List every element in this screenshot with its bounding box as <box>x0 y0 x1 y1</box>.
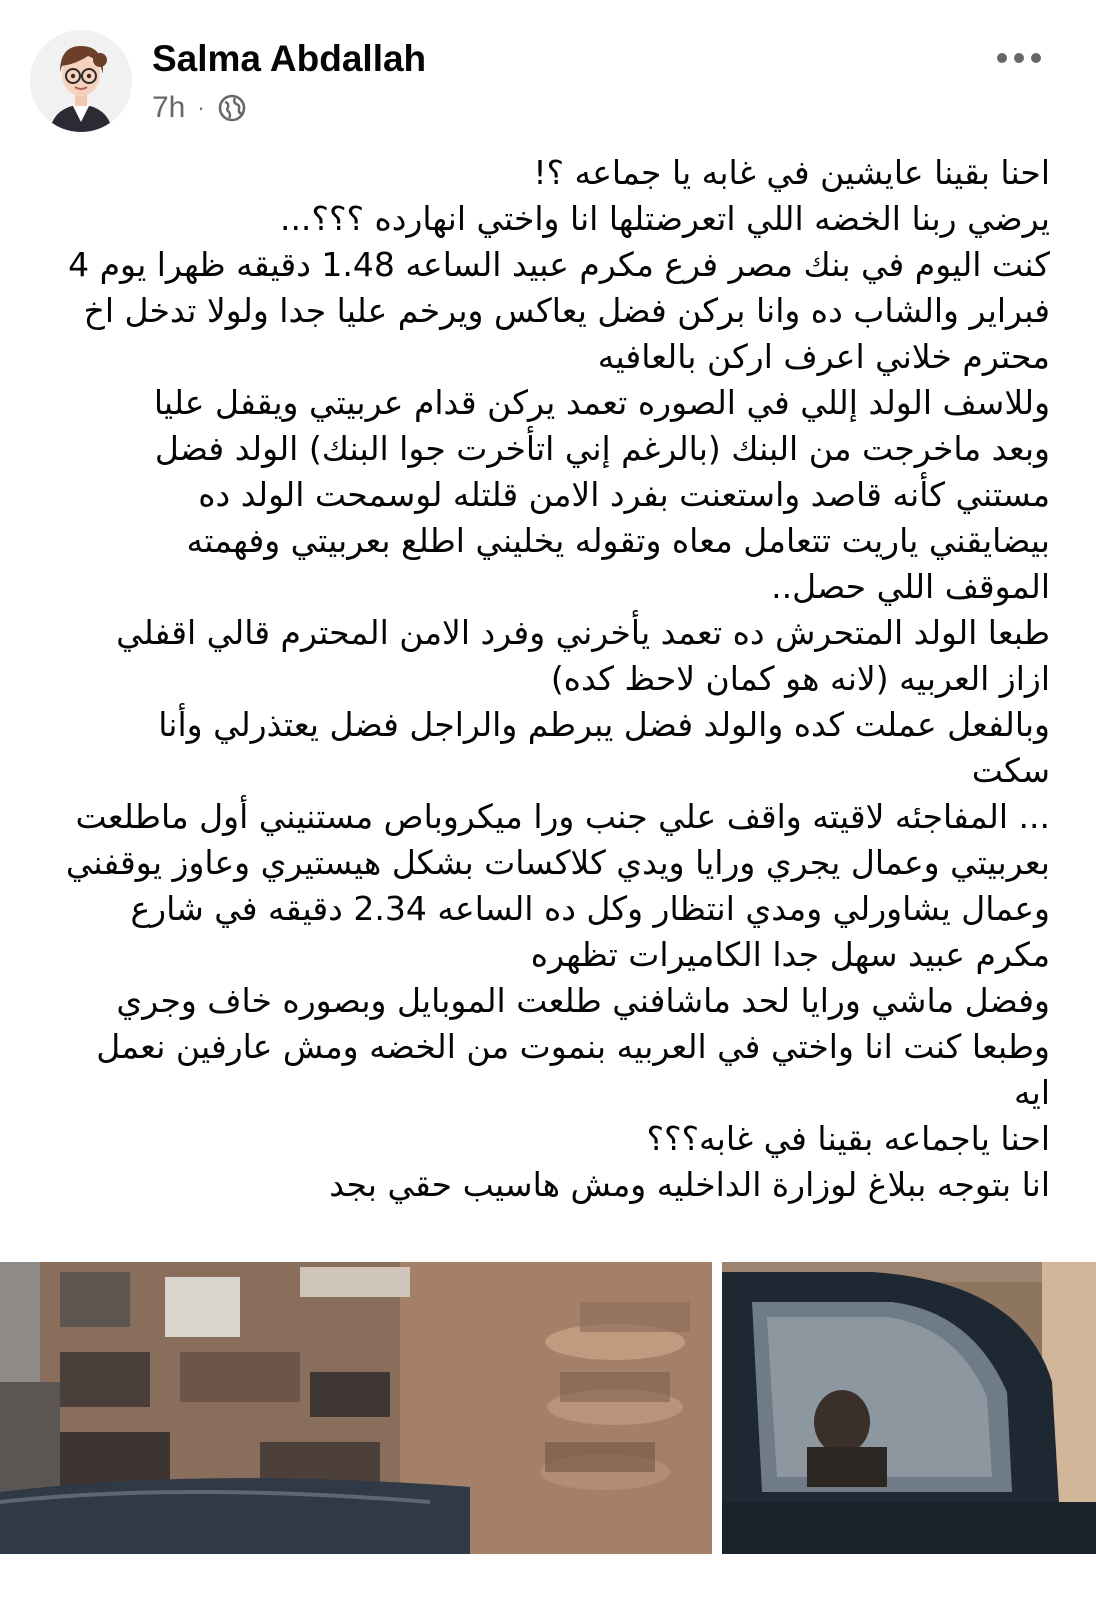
more-options-icon[interactable] <box>997 50 1041 66</box>
post-line: يرضي ربنا الخضه اللي اتعرضتلها انا واختي انهارده ؟؟؟... <box>279 199 1050 238</box>
post-line: ايه <box>1013 1073 1050 1112</box>
post-line: وطبعا كنت انا واختي في العربيه بنموت من الخضه ومش عارفين نعمل <box>96 1027 1050 1066</box>
post-body <box>20 150 1050 1208</box>
globe-icon <box>217 93 247 123</box>
post-line: ازاز العربيه (لانه هو كمان لاحظ كده) <box>550 659 1050 698</box>
post-line: انا بتوجه ببلاغ لوزارة الداخليه ومش هاسيب حقي بجد <box>329 1165 1050 1204</box>
post-line: مكرم عبيد سهل جدا الكاميرات تظهره <box>530 935 1050 974</box>
post-line: بعربيتي وعمال يجري ورايا ويدي كلاكسات بشكل هيستيري وعاوز يوقفني <box>65 843 1050 882</box>
post-line: مستني كأنه قاصد واستعنت بفرد الامن قلتله لوسمحت الولد ده <box>198 475 1050 514</box>
meta-separator: · <box>197 95 205 120</box>
author-name[interactable]: Salma Abdallah <box>152 38 427 79</box>
post-line: الموقف اللي حصل.. <box>771 567 1050 606</box>
post-line: بيضايقني ياريت تتعامل معاه وتقوله يخليني اطلع بعربيتي وفهمته <box>186 521 1050 560</box>
post-header <box>0 0 1096 150</box>
post-line: وعمال يشاورلي ومدي انتظار وكل ده الساعه 2.34 دقيقه في شارع <box>130 889 1050 928</box>
post-line: وبالفعل عملت كده والولد فضل يبرطم والراجل فضل يعتذرلي وأنا <box>158 705 1050 744</box>
post-line: وبعد ماخرجت من البنك (بالرغم إني اتأخرت جوا البنك) الولد فضل <box>154 429 1050 468</box>
post-line: ... المفاجئه لاقيته واقف علي جنب ورا ميكروباص مستنيني أول ماطلعت <box>75 797 1050 836</box>
post-line: فبراير والشاب ده وانا بركن فضل يعاكس ويرخم عليا جدا ولولا تدخل اخ <box>83 291 1050 330</box>
post-line: وفضل ماشي ورايا لحد ماشافني طلعت الموبايل وبصوره خاف وجري <box>116 981 1050 1020</box>
author-avatar[interactable] <box>30 30 132 132</box>
post-timestamp[interactable]: 7h <box>152 91 186 124</box>
post-line: طبعا الولد المتحرش ده تعمد يأخرني وفرد الامن المحترم قالي اقفلي <box>116 613 1050 652</box>
post-line: محترم خلاني اعرف اركن بالعافيه <box>597 337 1050 376</box>
post-line: سكت <box>971 751 1050 790</box>
post-photo-building[interactable] <box>0 1262 712 1554</box>
post-photo-car-driver[interactable] <box>722 1262 1096 1554</box>
post-photos <box>0 1262 1096 1554</box>
post-line: وللاسف الولد إللي في الصوره تعمد يركن قدام عربيتي ويقفل عليا <box>153 383 1050 422</box>
post-line: كنت اليوم في بنك مصر فرع مكرم عبيد الساعه 1.48 دقيقه ظهرا يوم 4 <box>68 245 1050 284</box>
post-line: احنا ياجماعه بقينا في غابه؟؟؟ <box>646 1119 1050 1158</box>
post-line: احنا بقينا عايشين في غابه يا جماعه ؟! <box>533 153 1050 192</box>
post-meta <box>152 90 247 126</box>
